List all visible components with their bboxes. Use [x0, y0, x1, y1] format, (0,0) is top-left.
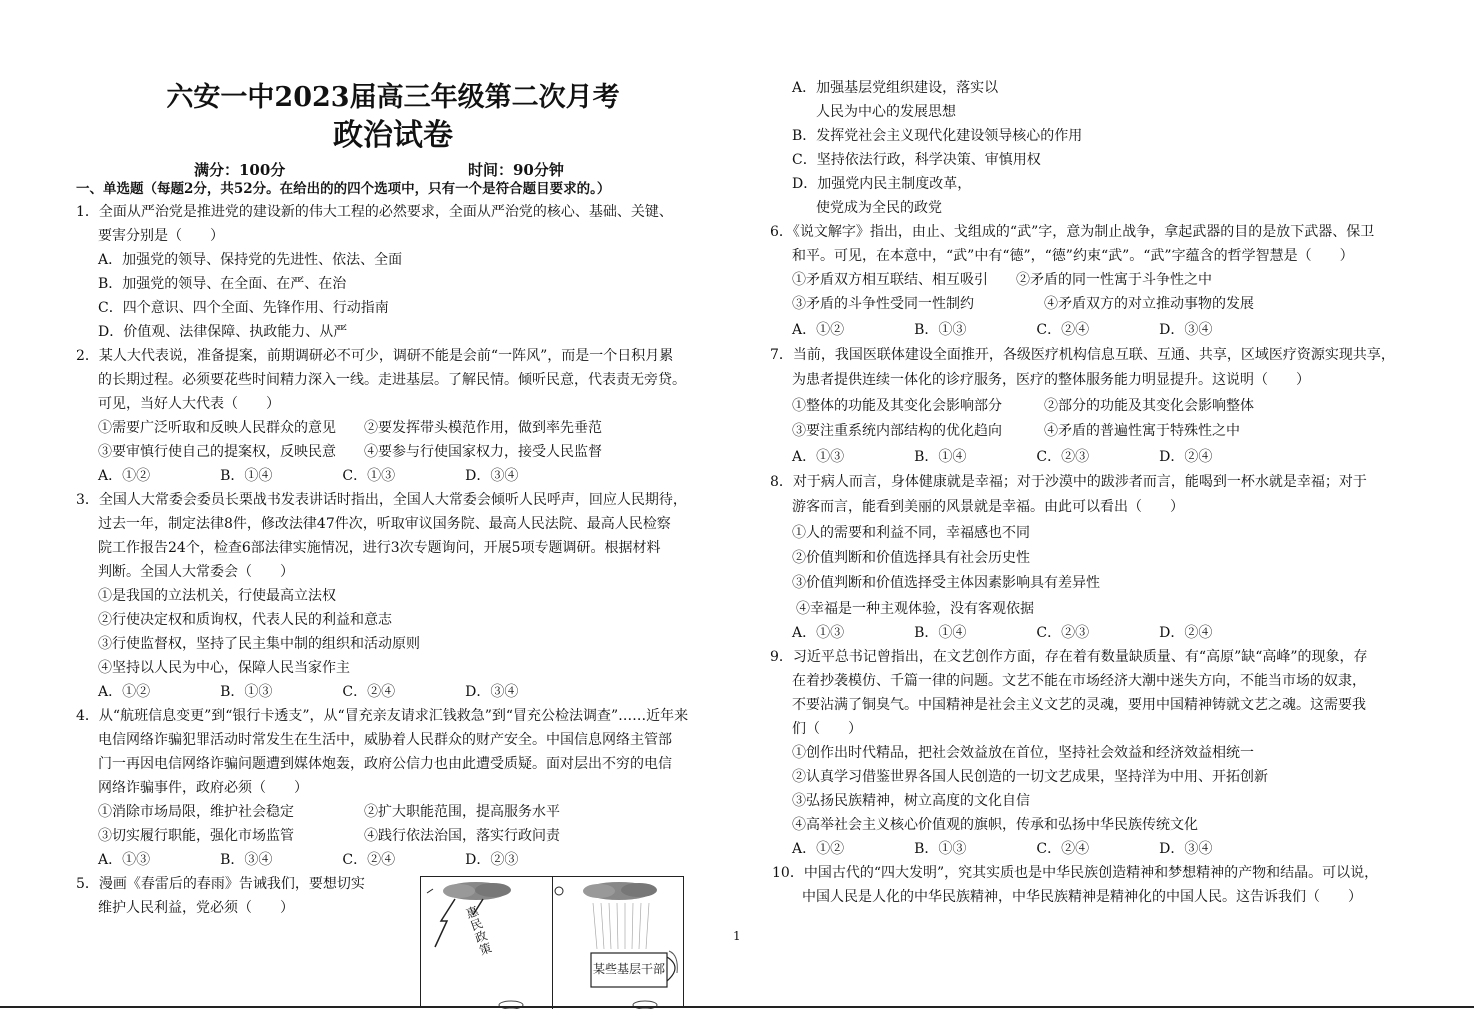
option-line: B．发挥党社会主义现代化建设领导核心的作用 [792, 128, 1083, 144]
exam-title: 六安一中2023届高三年级第二次月考 [166, 82, 620, 113]
cartoon-image [420, 876, 684, 1008]
question-9-line: 在着抄袭模仿、千篇一律的问题。文艺不能在市场经济大潮中迷失方向，不能当市场的奴隶， [792, 673, 1366, 689]
answer-options: A．①② B．①③ C．②④ D．③④ [792, 841, 1213, 857]
question-10-line: 中国人民是人化的中华民族精神，中华民族精神是精神化的中国人民。这告诉我们（ ） [802, 889, 1362, 905]
question-3-line: 判断。全国人大常委会（ ） [98, 564, 294, 580]
statement-line: ③弘扬民族精神，树立高度的文化自信 [792, 793, 1030, 809]
statement-line: ②价值判断和价值选择具有社会历史性 [792, 550, 1030, 566]
statement-line: ②认真学习借鉴世界各国人民创造的一切文艺成果，坚持洋为中用、开拓创新 [792, 769, 1268, 785]
question-6-line: 6．《说文解字》指出，由止、戈组成的“武”字，意为制止战争，拿起武器的目的是放下武器、保卫 [770, 224, 1375, 240]
statement-line: ④高举社会主义核心价值观的旗帜，传承和弘扬中华民族传统文化 [792, 817, 1198, 833]
question-8-line: 8．对于病人而言，身体健康就是幸福；对于沙漠中的跋涉者而言，能喝到一杯水就是幸福；对于 [770, 474, 1367, 490]
question-6-line: 和平。可见，在本意中，“武”中有“德”，“德”约束“武”。“武”字蕴含的哲学智慧是（ ） [792, 248, 1354, 264]
answer-options: A．①③ B．①④ C．②③ D．②④ [792, 625, 1213, 641]
statement-line: ①消除市场局限，维护社会稳定 ②扩大职能范围，提高服务水平 [98, 804, 560, 820]
question-7-line: 为患者提供连续一体化的诊疗服务，医疗的整体服务能力明显提升。这说明（ ） [792, 372, 1310, 388]
question-1-line: 要害分别是（ ） [98, 228, 224, 244]
statement-line: ④坚持以人民为中心，保障人民当家作主 [98, 660, 350, 676]
statement-line: ②行使决定权和质询权，代表人民的利益和意志 [98, 612, 392, 628]
question-2-line: 的长期过程。必须要花些时间精力深入一线。走进基层。了解民情。倾听民意，代表责无旁贷。 [98, 372, 686, 388]
statement-line: ①是我国的立法机关，行使最高立法权 [98, 588, 336, 604]
question-4-line: 电信网络诈骗犯罪活动时常发生在生活中，威胁着人民群众的财产安全。中国信息网络主管部 [98, 732, 672, 748]
question-5-line: 5．漫画《春雷后的春雨》告诫我们，要想切实 [76, 876, 365, 892]
option-line: D．价值观、法律保障、执政能力、从严 [98, 324, 348, 340]
exam-time: 时间：90分钟 [468, 161, 564, 179]
question-9-line: 9．习近平总书记曾指出，在文艺创作方面，存在着有数量缺质量、有“高原”缺“高峰”的现象，存 [770, 649, 1368, 665]
option-line: C．四个意识、四个全面、先锋作用、行动指南 [98, 300, 389, 316]
option-line: B．加强党的领导、在全面、在严、在治 [98, 276, 347, 292]
question-4-line: 门一再因电信网络诈骗问题遭到媒体炮轰，政府公信力也由此遭受质疑。面对层出不穷的电信 [98, 756, 672, 772]
statement-line: ①需要广泛听取和反映人民群众的意见 ②要发挥带头模范作用，做到率先垂范 [98, 420, 602, 436]
answer-options: A．①③ B．①④ C．②③ D．②④ [792, 449, 1213, 465]
question-4-line: 4．从“航班信息变更”到“银行卡透支”，从“冒充亲友请求汇钱救急”到“冒充公检法调查”……近年来 [76, 708, 689, 724]
cartoon-label-officials: 某些基层干部 [592, 962, 665, 976]
statement-line: ①人的需要和利益不同，幸福感也不同 [792, 525, 1030, 541]
question-9-line: 不要沾满了铜臭气。中国精神是社会主义文艺的灵魂，要用中国精神铸就文艺之魂。这需要我 [792, 697, 1366, 713]
statement-line: ④幸福是一种主观体验，没有客观依据 [796, 601, 1034, 617]
statement-line: ③矛盾的斗争性受同一性制约 ④矛盾双方的对立推动事物的发展 [792, 296, 1254, 312]
question-5-line: 维护人民利益，党必须（ ） [98, 900, 294, 916]
statement-line: ③价值判断和价值选择受主体因素影响具有差异性 [792, 575, 1100, 591]
statement-line: ③要审慎行使自己的提案权，反映民意 ④要参与行使国家权力，接受人民监督 [98, 444, 602, 460]
cartoon-label-policy: 惠民政策 [464, 903, 494, 958]
full-score: 满分：100分 [194, 161, 286, 179]
question-8-line: 游客而言，能看到美丽的风景就是幸福。由此可以看出（ ） [792, 499, 1184, 515]
answer-options: A．①③ B．③④ C．②④ D．②③ [98, 852, 519, 868]
cartoon-panel-divider [552, 877, 553, 1009]
option-line: A．加强基层党组织建设，落实以 [792, 80, 999, 96]
question-9-line: 们（ ） [792, 721, 862, 737]
option-line: A．加强党的领导、保持党的先进性、依法、全面 [98, 252, 403, 268]
question-4-line: 网络诈骗事件，政府必须（ ） [98, 780, 308, 796]
question-10-line: 10．中国古代的“四大发明”，究其实质也是中华民族创造精神和梦想精神的产物和结晶。可以说， [772, 865, 1379, 881]
statement-line: ①创作出时代精品，把社会效益放在首位，坚持社会效益和经济效益相统一 [792, 745, 1254, 761]
question-7-line: 7．当前，我国医联体建设全面推开，各级医疗机构信息互联、互通、共享，区域医疗资源实现共享， [770, 347, 1395, 363]
statement-line: ③切实履行职能，强化市场监管 ④践行依法治国，落实行政问责 [98, 828, 560, 844]
option-line: 使党成为全民的政党 [816, 200, 942, 216]
statement-line: ③要注重系统内部结构的优化趋向 ④矛盾的普遍性寓于特殊性之中 [792, 423, 1240, 439]
statement-line: ③行使监督权，坚持了民主集中制的组织和活动原则 [98, 636, 420, 652]
question-3-line: 院工作报告24个，检查6部法律实施情况，进行3次专题询问，开展5项专题调研。根据材料 [98, 540, 661, 556]
answer-options: A．①② B．①④ C．①③ D．③④ [98, 468, 519, 484]
answer-options: A．①② B．①③ C．②④ D．③④ [792, 322, 1213, 338]
question-3-line: 过去一年，制定法律8件，修改法律47件次，听取审议国务院、最高人民法院、最高人民检察 [98, 516, 671, 532]
question-2-line: 可见，当好人大代表（ ） [98, 396, 280, 412]
statement-line: ①整体的功能及其变化会影响部分 ②部分的功能及其变化会影响整体 [792, 398, 1254, 414]
option-line: C．坚持依法行政，科学决策、审慎用权 [792, 152, 1041, 168]
option-line: 人民为中心的发展思想 [816, 104, 956, 120]
page-number: 1 [733, 929, 741, 943]
answer-options: A．①② B．①③ C．②④ D．③④ [98, 684, 519, 700]
section-title: 一、单选题（每题2分，共52分。在给出的的四个选项中，只有一个是符合题目要求的。） [76, 181, 611, 197]
exam-subject: 政治试卷 [333, 118, 453, 153]
question-3-line: 3．全国人大常委会委员长栗战书发表讲话时指出，全国人大常委会倾听人民呼声，回应人民期待， [76, 492, 687, 508]
cartoon-drawing [421, 877, 685, 1009]
statement-line: ①矛盾双方相互联结、相互吸引 ②矛盾的同一性寓于斗争性之中 [792, 272, 1212, 288]
option-line: D．加强党内民主制度改革， [792, 176, 972, 192]
question-2-line: 2．某人大代表说，准备提案，前期调研必不可少，调研不能是会前“一阵风”，而是一个日积月累 [76, 348, 674, 364]
page-bottom-rule [0, 1006, 1474, 1008]
question-1-line: 1．全面从严治党是推进党的建设新的伟大工程的必然要求，全面从严治党的核心、基础、关键、 [76, 204, 673, 220]
